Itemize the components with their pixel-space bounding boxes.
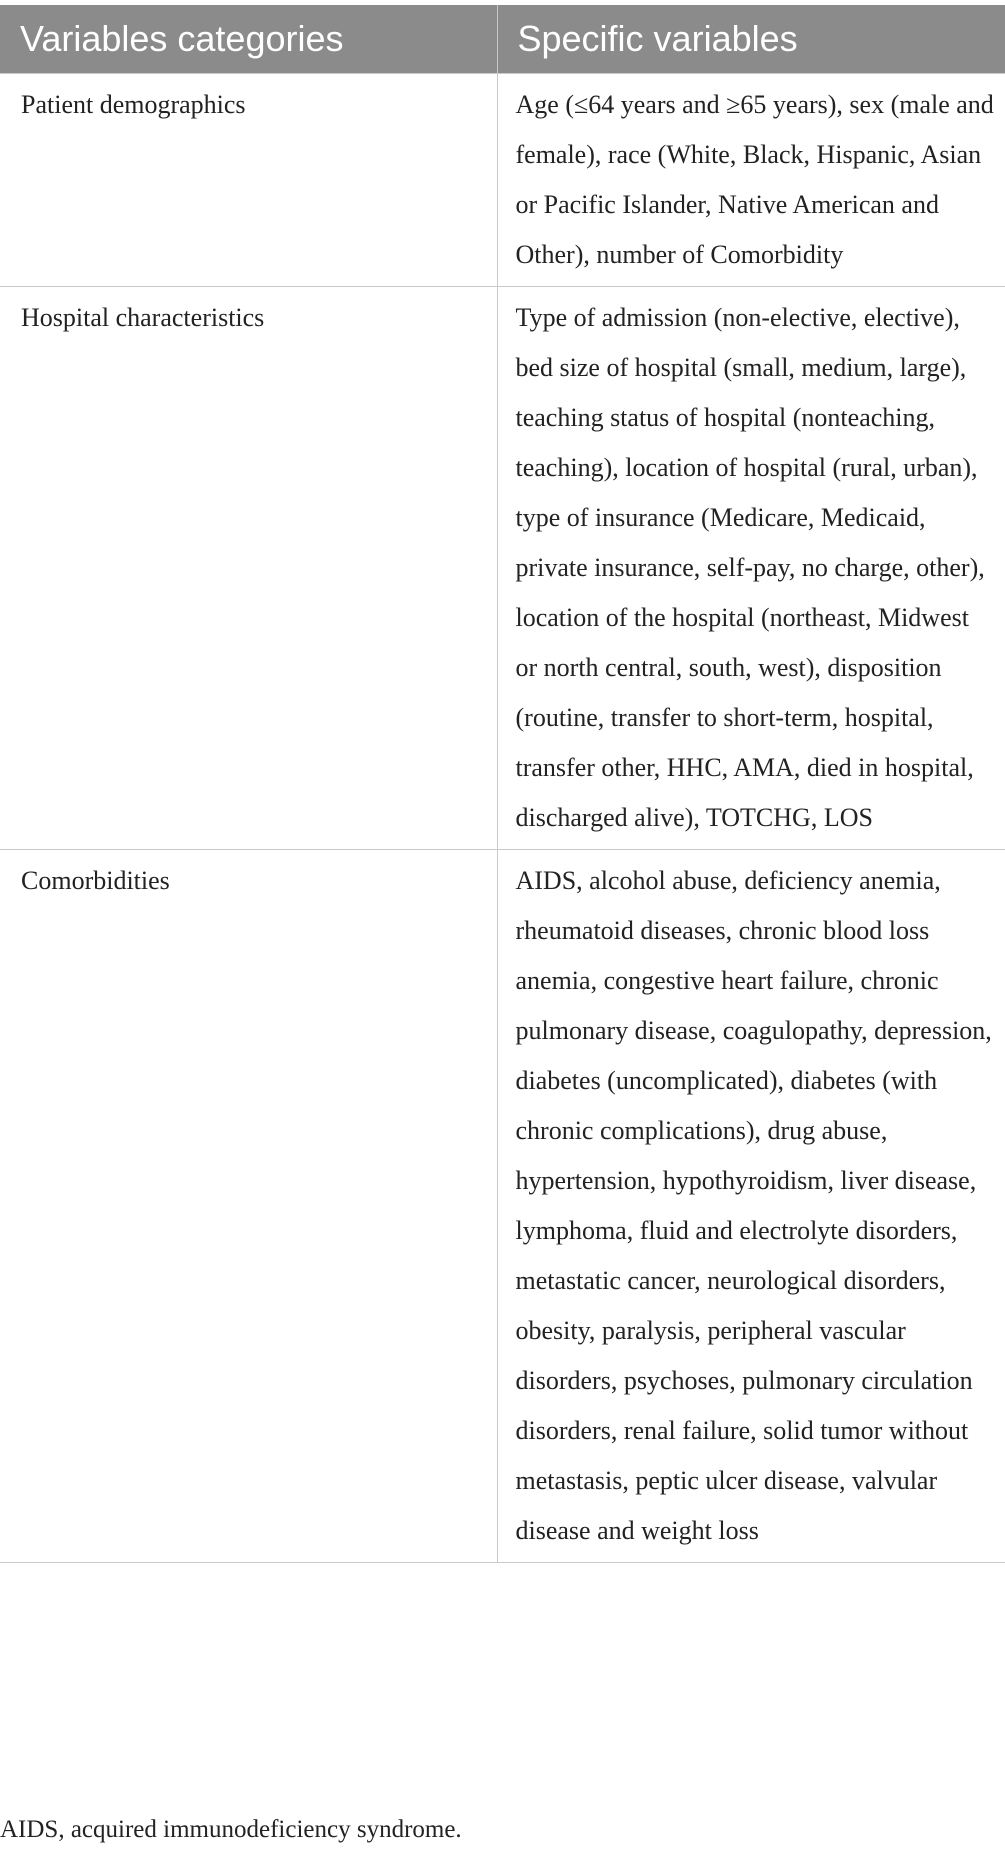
category-cell: Comorbidities xyxy=(0,850,497,1563)
header-row xyxy=(0,5,1005,74)
header-variables-categories: Variables categories xyxy=(0,5,497,74)
category-cell: Hospital characteristics xyxy=(0,287,497,850)
variables-table-container xyxy=(0,5,1005,1563)
table-row xyxy=(0,74,1005,287)
table-footnote: AIDS, acquired immunodeficiency syndrome. xyxy=(0,1816,462,1843)
category-cell: Patient demographics xyxy=(0,74,497,287)
table-body xyxy=(0,74,1005,1563)
table-row xyxy=(0,850,1005,1563)
variables-cell: Age (≤64 years and ≥65 years), sex (male and female), race (White, Black, Hispanic, Asian or Pacific Islander, Native American and Other), number of Comorbidity xyxy=(497,74,1005,287)
header-specific-variables: Specific variables xyxy=(497,5,1005,74)
variables-cell: Type of admission (non-elective, elective), bed size of hospital (small, medium, large), teaching status of hospital (nonteaching, teaching), location of hospital (rural, urban), type of insurance (Medicare, Medicaid, private insurance, self-pay, no charge, other), location of the hospital (northeast, Midwest or north central, south, west), disposition (routine, transfer to short-term, hospital, transfer other, HHC, AMA, died in hospital, discharged alive), TOTCHG, LOS xyxy=(497,287,1005,850)
variables-table xyxy=(0,5,1005,1563)
variables-cell: AIDS, alcohol abuse, deficiency anemia, rheumatoid diseases, chronic blood loss anemia, congestive heart failure, chronic pulmonary disease, coagulopathy, depression, diabetes (uncomplicated), diabetes (with chronic complications), drug abuse, hypertension, hypothyroidism, liver disease, lymphoma, fluid and electrolyte disorders, metastatic cancer, neurological disorders, obesity, paralysis, peripheral vascular disorders, psychoses, pulmonary circulation disorders, renal failure, solid tumor without metastasis, peptic ulcer disease, valvular disease and weight loss xyxy=(497,850,1005,1563)
table-row xyxy=(0,287,1005,850)
table-header xyxy=(0,5,1005,74)
